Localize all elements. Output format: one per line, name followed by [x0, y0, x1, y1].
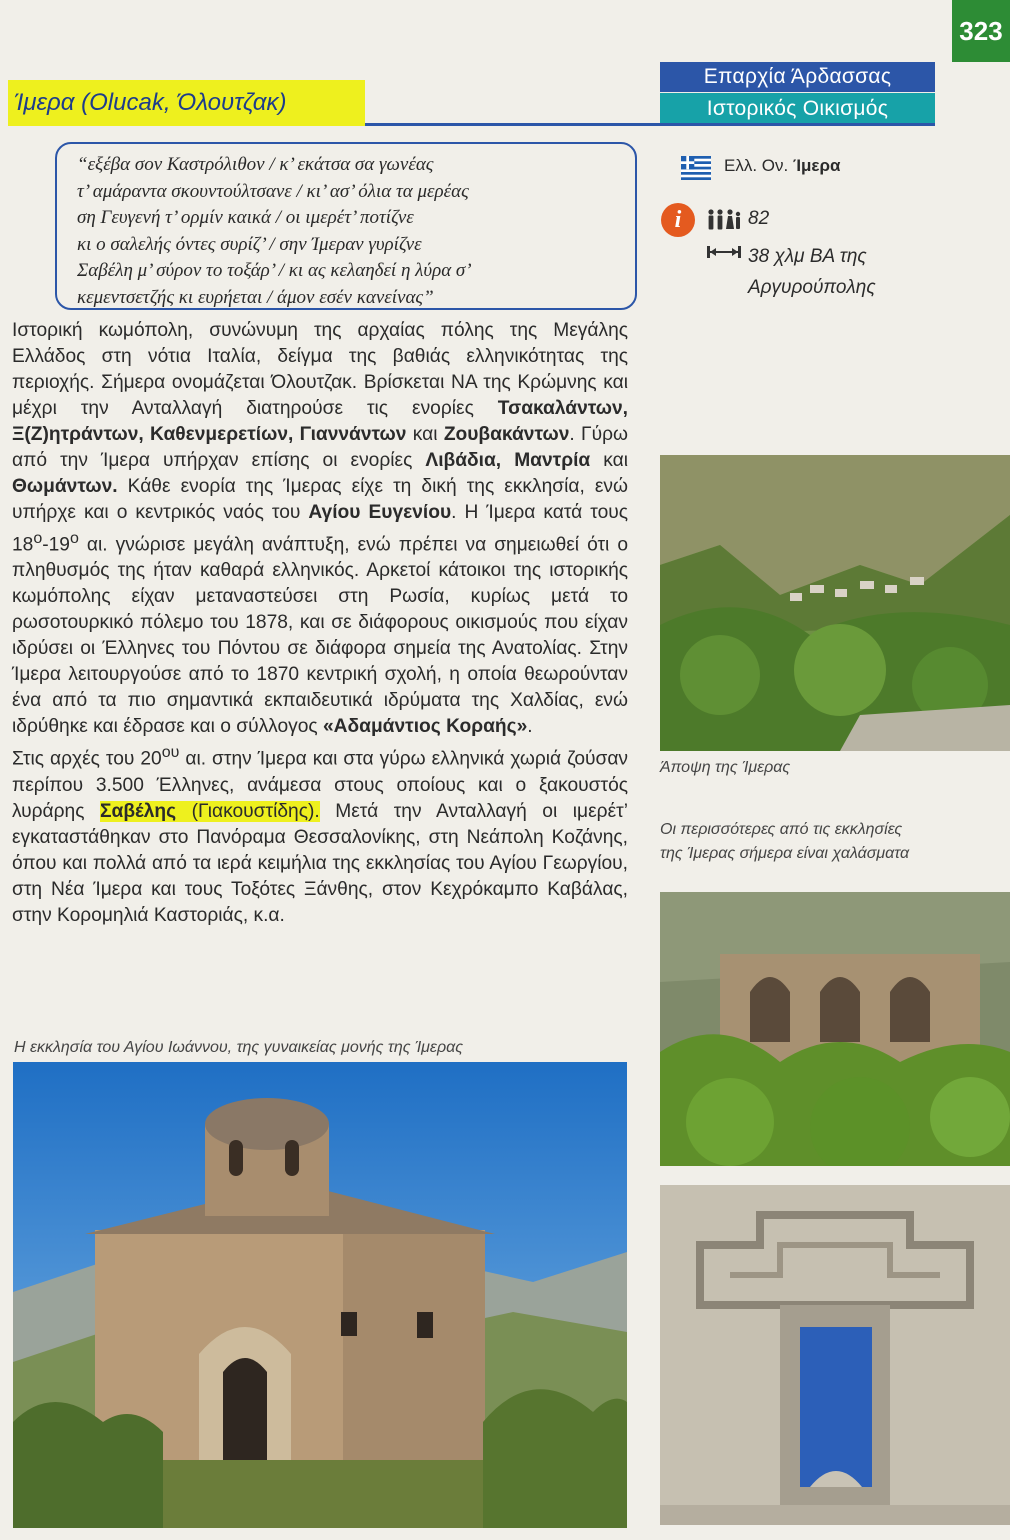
- poem-line: “εξέβα σον Καστρόλιθον / κ’ εκάτσα σα γωνέας: [77, 154, 434, 175]
- distance-icon: [707, 245, 741, 259]
- poem-box: [55, 142, 637, 310]
- church-photo: [13, 1062, 627, 1528]
- poem-line: ση Γευγενή τ’ ορμίν καικά / οι ιμερέτ’ ποτίζνε: [77, 207, 414, 228]
- ruins-caption: Οι περισσότερες από τις εκκλησίες της Ίμερας σήμερα είναι χαλάσματα: [660, 821, 910, 862]
- article-paragraph: Στις αρχές του $20^{o\upsilon}$ αι. στην Ίμερα και στα γύρω ελληνικά χωριά ζούσαν περίπου 3.500 Έλληνες, ανάμεσα στους οποίους και ο ξακουστός λυράρης Σαβέλης (Γιακουστίδης). Μετά την Ανταλλαγή οι ιμερέτ’ εγκαταστάθηκαν στο Πανόραμα Θεσσαλονίκης, στη Νεάπολη Κοζάνης, όπου και πολλά από τα ιερά κειμήλια της εκκλησίας του Αγίου Γεωργίου, στη Νέα Ίμερα και τους Τοξότες Ξάνθης, στον Κεχρόκαμπο Καβάλας, στην Κορομηλιά Καστοριάς, κ.α.: [12, 744, 629, 926]
- greek-name: [724, 156, 840, 176]
- poem-line: Σαβέλη μ’ σύρον το τοξάρ’ / κι ας κελαηδεί η λύρα σ’: [77, 260, 472, 281]
- highlighted-name: Σαβέλης: [100, 800, 177, 822]
- carved-window-photo: [660, 1185, 1010, 1525]
- village-view-photo: [660, 455, 1010, 751]
- header-rule: [365, 123, 935, 126]
- page-title: Ίμερα (Olucak, Όλουτζακ): [8, 80, 365, 126]
- article-body: [12, 318, 628, 929]
- greek-name-value: Ίμερα: [792, 156, 841, 175]
- view-caption: Άποψη της Ίμερας: [660, 759, 791, 776]
- population-value: 82: [748, 208, 770, 229]
- article-paragraph: Ιστορική κωμόπολη, συνώνυμη της αρχαίας πόλης της Μεγάλης Ελλάδος στη νότια Ιταλία, δείγμα της βαθιάς ελληνικότητας της περιοχής. Σήμερα ονομάζεται Όλουτζακ. Βρίσκεται ΝΑ της Κρώμνης και μέχρι την Ανταλλαγή διατηρούσε τις ενορίες Τσακαλάντων, Ξ(Ζ)ητράντων, Καθενμερετίων, Γιαννάντων και Ζουβακάντων. Γύρω από την Ίμερα υπήρχαν επίσης οι ενορίες Λιβάδια, Μαντρία και Θωμάντων. Κάθε ενορία της Ίμερας είχε τη δική της εκκλησία, ενώ υπήρχε και ο κεντρικός ναός του Αγίου Ευγενίου. Η Ίμερα κατά τους $18^o-19^o$ αι. γνώρισε μεγάλη ανάπτυξη, ενώ πρέπει να σημειωθεί ότι ο πληθυσμός της ήταν καθαρά ελληνικός. Αρκετοί κάτοικοι της ιστορικής κωμόπολης είχαν μεταναστεύσει στη Ρωσία, κυρίως μετά το ρωσοτουρκικό πόλεμο του 1878, και σε διάφορους οικισμούς που είχαν ιδρύσει οι Έλληνες του Πόντου σε διάφορα σημεία της Ανατολίας. Στην Ίμερα λειτουργούσε από το 1870 κεντρική σχολή, η οποία θεωρούνταν ένα από τα πιο σημαντικά εκπαιδευτικά ιδρύματα της Χαλδίας, ενώ ιδρύθηκε και έδρασε και ο σύλλογος «Αδαμάντιος Κοραής».: [12, 320, 629, 738]
- category-tab: Ιστορικός Οικισμός: [660, 93, 935, 125]
- poem-line: τ’ αμάραντα σκουντούλτσανε / κι’ ασ’ όλια τα μερέας: [77, 180, 469, 202]
- poem-line: κι ο σαλελής όντες συρίζ’ / σην Ίμεραν γυρίζνε: [77, 233, 422, 255]
- church-ruins-photo: [660, 892, 1010, 1166]
- greek-flag-icon: [681, 156, 711, 180]
- page-number: 323: [952, 0, 1010, 62]
- church-caption: Η εκκλησία του Αγίου Ιωάννου, της γυναικείας μονής της Ίμερας: [14, 1039, 464, 1056]
- population-icon: [706, 208, 742, 230]
- info-icon: i: [661, 203, 695, 237]
- region-tab: Επαρχία Άρδασσας: [660, 62, 935, 92]
- distance-value: 38 χλμ ΒΑ της Αργυρούπολης: [748, 246, 876, 298]
- poem-line: κεμεντσετζής κι ευρήεται / άμον εσέν κανείνας”: [77, 286, 434, 308]
- greek-name-label: Ελλ. Ον.: [724, 156, 789, 175]
